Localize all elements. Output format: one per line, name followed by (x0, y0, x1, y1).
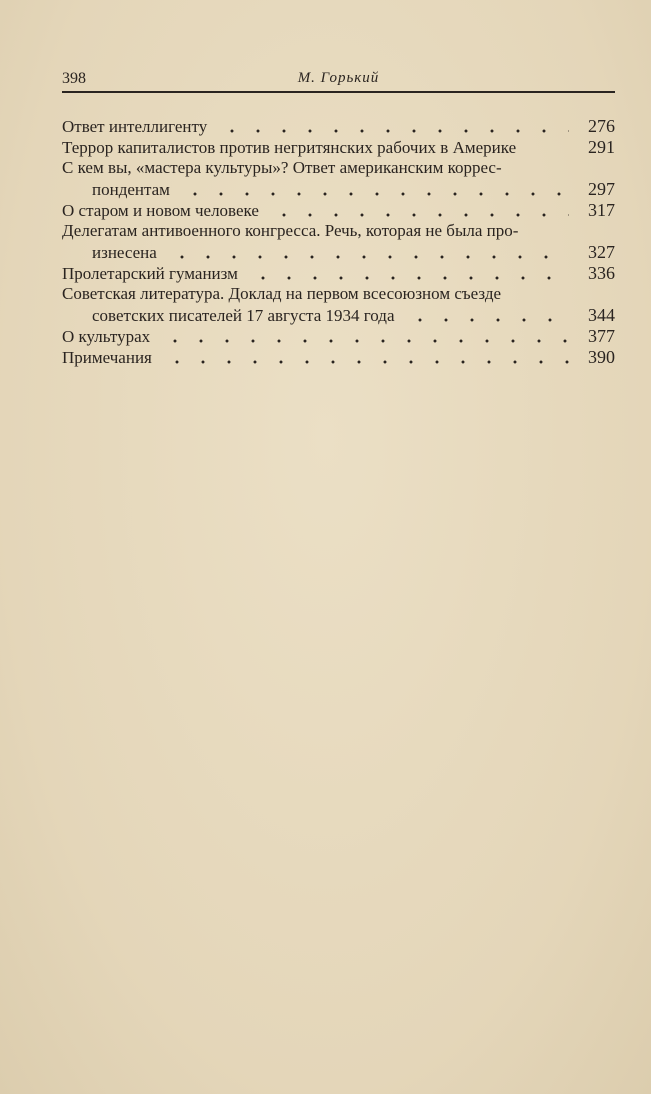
toc-entry-page: 276 (588, 116, 615, 136)
toc-entry-line (62, 284, 615, 305)
toc-entry-page: 291 (588, 137, 615, 157)
toc-entry-title: изнесена (92, 243, 157, 262)
toc-entry-page: 344 (588, 305, 615, 325)
toc-entry-title: Террор капиталистов против негритянских рабочих в Америке (62, 138, 517, 157)
toc-entry (62, 158, 615, 200)
toc-entry-page: 327 (588, 242, 615, 262)
toc-entry (62, 263, 615, 284)
toc-entry-title: Советская литература. Доклад на первом всесоюзном съезде (62, 284, 502, 303)
toc-entry (62, 221, 615, 263)
dot-leader (164, 359, 569, 365)
page-header (62, 68, 615, 90)
dot-leader (250, 275, 569, 281)
page-number: 398 (62, 70, 86, 87)
dot-leader (169, 254, 569, 260)
toc-entry (62, 326, 615, 347)
toc-entry-title: О культурах (62, 327, 151, 346)
dot-leader (271, 212, 569, 218)
toc-entry (62, 200, 615, 221)
header-rule (62, 91, 615, 93)
toc-entry-line (62, 137, 615, 158)
toc-entry-page: 377 (588, 326, 615, 346)
toc-entry-title: Примечания (62, 348, 152, 367)
toc-entry-title: Делегатам антивоенного конгресса. Речь, которая не была про- (62, 221, 519, 240)
toc-entry-line (62, 263, 615, 284)
toc-entry-page: 390 (588, 347, 615, 367)
toc-entry-line (62, 158, 615, 179)
toc-entry (62, 347, 615, 368)
toc-entry-page: 297 (588, 179, 615, 199)
toc-entry-line (62, 305, 615, 326)
running-title: М. Горький (297, 70, 380, 86)
toc-entry-title: Пролетарский гуманизм (62, 264, 238, 283)
toc-entry-title: советских писателей 17 августа 1934 года (92, 306, 395, 325)
dot-leader (162, 338, 569, 344)
toc-entry-page: 317 (588, 200, 615, 220)
dot-leader (182, 191, 569, 197)
toc-entry-line (62, 200, 615, 221)
toc-entry-title: О старом и новом человеке (62, 201, 259, 220)
toc-entry-title: пондентам (92, 180, 170, 199)
table-of-contents (62, 116, 615, 368)
toc-entry (62, 116, 615, 137)
toc-entry-line (62, 347, 615, 368)
toc-entry-line (62, 179, 615, 200)
toc-entry (62, 137, 615, 158)
toc-entry-line (62, 221, 615, 242)
dot-leader (219, 128, 569, 134)
toc-entry (62, 284, 615, 326)
toc-entry-title: С кем вы, «мастера культуры»? Ответ американским коррес- (62, 158, 502, 177)
toc-entry-line (62, 326, 615, 347)
toc-entry-title: Ответ интеллигенту (62, 117, 208, 136)
dot-leader (407, 317, 570, 323)
toc-entry-line (62, 116, 615, 137)
toc-entry-line (62, 242, 615, 263)
toc-entry-page: 336 (588, 263, 615, 283)
